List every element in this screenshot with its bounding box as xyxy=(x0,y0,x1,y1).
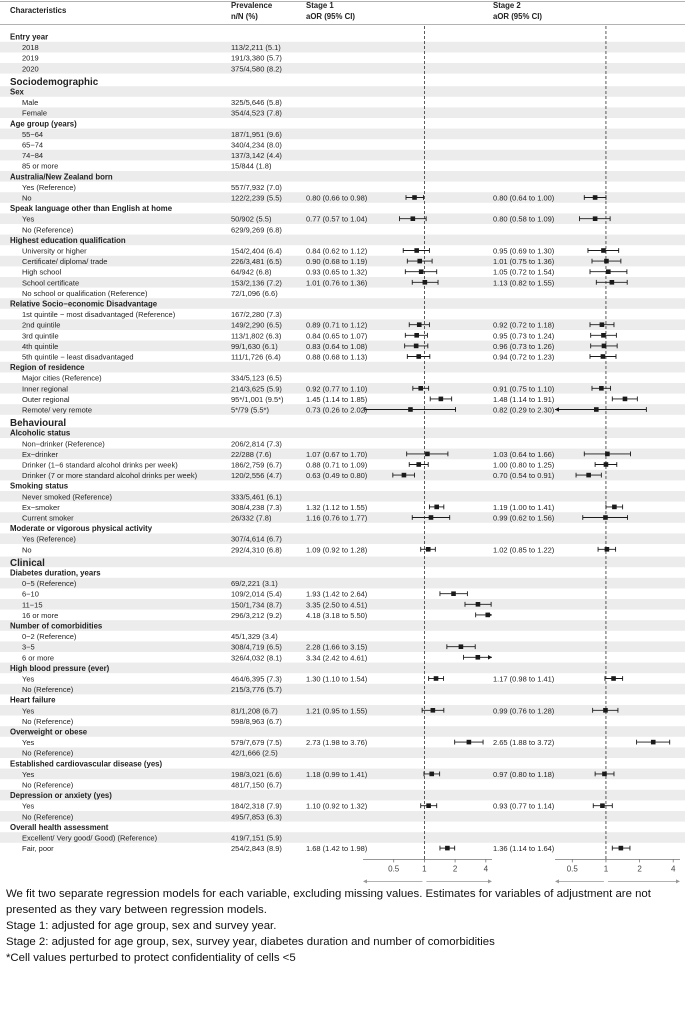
row-label: Yes xyxy=(22,801,35,811)
stage2-estimate: 1.36 (1.14 to 1.64) xyxy=(493,844,555,854)
stage1-point xyxy=(459,644,464,649)
header-stage2-estimate: aOR (95% CI) xyxy=(493,12,542,21)
row-stripe xyxy=(0,578,685,589)
stage2-estimate: 1.19 (1.00 to 1.41) xyxy=(493,502,555,512)
section-heading: Clinical xyxy=(10,557,45,569)
prevalence-value: 215/3,776 (5.7) xyxy=(231,685,282,695)
prevalence-value: 226/3,481 (6.5) xyxy=(231,257,282,267)
prevalence-value: 186/2,759 (6.7) xyxy=(231,460,282,470)
row-label: Certificate/ diploma/ trade xyxy=(22,257,108,267)
stage1-point xyxy=(414,333,419,338)
prevalence-value: 375/4,580 (8.2) xyxy=(231,64,282,74)
row-stripe xyxy=(0,86,685,97)
row-stripe xyxy=(0,362,685,373)
group-heading: Region of residence xyxy=(10,363,85,373)
header-stage2: Stage 2 xyxy=(493,1,521,10)
stage2-point xyxy=(611,676,616,681)
prevalence-value: 340/4,234 (8.0) xyxy=(231,140,282,150)
prevalence-value: 334/5,123 (6.5) xyxy=(231,373,282,383)
stage1-point xyxy=(485,613,490,618)
stage2-estimate: 1.17 (0.98 to 1.41) xyxy=(493,674,555,684)
row-stripe xyxy=(0,620,685,631)
row-label: High school xyxy=(22,267,62,277)
prevalence-value: 113/2,211 (5.1) xyxy=(231,43,281,53)
stage1-tick-label: 4 xyxy=(483,864,489,874)
prevalence-value: 292/4,310 (6.8) xyxy=(231,545,282,555)
prevalence-value: 419/7,151 (5.9) xyxy=(231,833,282,843)
group-heading: Established cardiovascular disease (yes) xyxy=(10,759,163,769)
stage1-estimate: 1.07 (0.67 to 1.70) xyxy=(306,449,368,459)
row-label: Male xyxy=(22,98,39,108)
row-label: 2018 xyxy=(22,43,39,53)
stage2-estimate: 0.94 (0.72 to 1.23) xyxy=(493,352,555,362)
row-label: 11−15 xyxy=(22,600,43,610)
row-stripe xyxy=(0,811,685,822)
group-heading: Heart failure xyxy=(10,695,56,705)
stage1-estimate: 3.35 (2.50 to 4.51) xyxy=(306,600,368,610)
stage2-arrowhead-lower xyxy=(555,879,559,883)
row-label: Ex−drinker xyxy=(22,449,59,459)
stage2-point xyxy=(594,407,599,412)
stage2-point xyxy=(603,708,608,713)
prevalence-value: 109/2,014 (5.4) xyxy=(231,589,282,599)
stage2-point xyxy=(623,397,628,402)
stage2-estimate: 0.70 (0.54 to 0.91) xyxy=(493,471,555,481)
stage2-estimate: 1.05 (0.72 to 1.54) xyxy=(493,267,555,277)
prevalence-value: 113/1,802 (6.3) xyxy=(231,331,282,341)
stage2-point xyxy=(603,515,608,520)
prevalence-value: 42/1,666 (2.5) xyxy=(231,748,278,758)
row-stripe xyxy=(0,427,685,438)
stage2-uptake-lower-label xyxy=(556,884,603,885)
section-heading: Sociodemographic xyxy=(10,76,99,88)
row-label: 2019 xyxy=(22,53,39,63)
prevalence-value: 22/288 (7.6) xyxy=(231,449,272,459)
group-heading: Sex xyxy=(10,87,24,97)
row-label: 55−64 xyxy=(22,129,44,139)
stage1-estimate: 1.45 (1.14 to 1.85) xyxy=(306,394,368,404)
group-heading: High blood pressure (ever) xyxy=(10,663,110,673)
group-heading: Overweight or obese xyxy=(10,727,88,737)
stage1-estimate: 1.18 (0.99 to 1.41) xyxy=(306,769,368,779)
stage1-estimate: 0.84 (0.65 to 1.07) xyxy=(306,331,368,341)
row-label: Yes (Reference) xyxy=(22,182,76,192)
row-label: 16 or more xyxy=(22,610,59,620)
row-label: Excellent/ Very good/ Good) (Reference) xyxy=(22,833,158,843)
row-label: No (Reference) xyxy=(22,716,74,726)
stage1-point xyxy=(426,547,431,552)
prevalence-value: 5*/79 (5.5*) xyxy=(231,405,269,415)
section-heading: Behavioural xyxy=(10,418,67,430)
stage1-estimate: 0.84 (0.62 to 1.12) xyxy=(306,246,368,256)
prevalence-value: 15/844 (1.8) xyxy=(231,161,272,171)
prevalence-value: 81/1,208 (6.7) xyxy=(231,706,278,716)
row-label: 5th quintile − least disadvantaged xyxy=(22,352,134,362)
row-label: 85 or more xyxy=(22,161,59,171)
stage1-point xyxy=(418,386,423,391)
row-stripe xyxy=(0,533,685,544)
stage1-estimate: 1.68 (1.42 to 1.98) xyxy=(306,844,368,854)
row-label: Outer regional xyxy=(22,394,70,404)
row-label: Non−drinker (Reference) xyxy=(22,439,105,449)
row-label: Inner regional xyxy=(22,384,68,394)
row-label: 65−74 xyxy=(22,140,44,150)
prevalence-value: 187/1,951 (9.6) xyxy=(231,129,282,139)
row-label: 2nd quintile xyxy=(22,320,61,330)
stage1-point xyxy=(425,452,430,457)
group-heading: Alcoholic status xyxy=(10,428,71,438)
row-label: 0−5 (Reference) xyxy=(22,579,77,589)
group-heading: Age group (years) xyxy=(10,119,77,129)
stage2-point xyxy=(604,259,609,264)
stage2-arrowhead-higher xyxy=(676,879,680,883)
row-stripe xyxy=(0,63,685,74)
header-characteristics: Characteristics xyxy=(10,6,67,15)
prevalence-value: 95*/1,001 (9.5*) xyxy=(231,394,284,404)
stage2-point xyxy=(601,333,606,338)
stage1-estimate: 4.18 (3.18 to 5.50) xyxy=(306,610,368,620)
row-stripe xyxy=(0,726,685,737)
row-label: No school or qualification (Reference) xyxy=(22,288,148,298)
stage2-estimate: 0.80 (0.58 to 1.09) xyxy=(493,214,555,224)
stage1-uptake-lower-label xyxy=(375,884,422,885)
prevalence-value: 308/4,719 (6.5) xyxy=(231,642,282,652)
prevalence-value: 307/4,614 (6.7) xyxy=(231,534,282,544)
stage2-estimate: 1.00 (0.80 to 1.25) xyxy=(493,460,555,470)
stage2-estimate: 0.93 (0.77 to 1.14) xyxy=(493,801,555,811)
stage1-point xyxy=(445,846,450,851)
row-label: 6 or more xyxy=(22,653,55,663)
prevalence-value: 72/1,096 (6.6) xyxy=(231,288,278,298)
stage1-estimate: 2.28 (1.66 to 3.15) xyxy=(306,642,368,652)
stage1-point xyxy=(476,655,481,660)
stage1-estimate: 0.93 (0.65 to 1.32) xyxy=(306,267,368,277)
row-label: No (Reference) xyxy=(22,748,74,758)
row-label: No xyxy=(22,545,32,555)
stage1-point xyxy=(431,708,436,713)
stage2-uptake-higher-label xyxy=(609,884,659,885)
group-heading: Entry year xyxy=(10,32,49,42)
stage1-point xyxy=(417,259,422,264)
row-label: 0−2 (Reference) xyxy=(22,632,77,642)
stage1-estimate: 0.63 (0.49 to 0.80) xyxy=(306,471,368,481)
group-heading: Highest education qualification xyxy=(10,235,126,245)
stage2-estimate: 0.91 (0.75 to 1.10) xyxy=(493,384,555,394)
stage1-point xyxy=(467,740,472,745)
stage1-tick-label: 1 xyxy=(422,864,427,874)
prevalence-value: 26/332 (7.8) xyxy=(231,513,272,523)
prevalence-value: 150/1,734 (8.7) xyxy=(231,600,282,610)
row-label: University or higher xyxy=(22,246,87,256)
footnote-methods: We fit two separate regression models for each variable, excluding missing values. Estimates for variables of adjustment are not presented as they vary between regression models. xyxy=(6,888,651,917)
stage1-estimate: 0.88 (0.71 to 1.09) xyxy=(306,460,368,470)
row-stripe xyxy=(0,747,685,758)
prevalence-value: 481/7,150 (6.7) xyxy=(231,780,282,790)
stage2-estimate: 0.80 (0.64 to 1.00) xyxy=(493,193,555,203)
stage2-point xyxy=(600,803,605,808)
stage1-estimate: 0.80 (0.66 to 0.98) xyxy=(306,193,368,203)
stage2-point xyxy=(602,344,607,349)
stage2-point xyxy=(604,462,609,467)
stage1-point xyxy=(426,803,431,808)
stage1-point xyxy=(414,248,419,253)
prevalence-value: 326/4,032 (8.1) xyxy=(231,653,282,663)
row-label: Fair, poor xyxy=(22,844,54,854)
prevalence-value: 579/7,679 (7.5) xyxy=(231,738,282,748)
row-label: No (Reference) xyxy=(22,225,74,235)
stage1-point xyxy=(411,216,416,221)
row-label: Yes xyxy=(22,674,35,684)
stage1-estimate: 0.90 (0.68 to 1.19) xyxy=(306,257,368,267)
row-label: Never smoked (Reference) xyxy=(22,492,113,502)
stage2-estimate: 0.92 (0.72 to 1.18) xyxy=(493,320,555,330)
stage2-point xyxy=(610,280,615,285)
footnotes xyxy=(6,886,681,966)
stage2-estimate: 2.65 (1.88 to 3.72) xyxy=(493,738,555,748)
stage2-point xyxy=(593,216,598,221)
prevalence-value: 629/9,269 (6.8) xyxy=(231,225,282,235)
group-heading: Number of comorbidities xyxy=(10,621,103,631)
row-label: No (Reference) xyxy=(22,685,74,695)
stage2-estimate: 0.97 (0.80 to 1.18) xyxy=(493,769,555,779)
row-label: 3−5 xyxy=(22,642,35,652)
prevalence-value: 254/2,843 (8.9) xyxy=(231,844,282,854)
stage2-tick-label: 4 xyxy=(670,864,676,874)
row-label: Remote/ very remote xyxy=(22,405,93,415)
stage1-point xyxy=(451,591,456,596)
stage2-point xyxy=(601,354,606,359)
stage1-estimate: 0.73 (0.26 to 2.02) xyxy=(306,405,368,415)
stage1-point xyxy=(434,505,439,510)
row-label: Yes xyxy=(22,214,35,224)
row-label: School certificate xyxy=(22,278,80,288)
prevalence-value: 50/902 (5.5) xyxy=(231,214,272,224)
stage1-point xyxy=(416,462,421,467)
prevalence-value: 354/4,523 (7.8) xyxy=(231,108,282,118)
stage2-estimate: 1.01 (0.75 to 1.36) xyxy=(493,257,555,267)
stage2-estimate: 0.96 (0.73 to 1.26) xyxy=(493,341,555,351)
prevalence-value: 137/3,142 (4.4) xyxy=(231,151,282,161)
row-stripe xyxy=(0,684,685,695)
footnote-confidentiality: *Cell values perturbed to protect confidentiality of cells <5 xyxy=(6,952,296,965)
stage2-point xyxy=(601,248,606,253)
stage1-point xyxy=(414,344,419,349)
header-prevalence-unit: n/N (%) xyxy=(231,12,258,21)
stage1-estimate: 1.32 (1.12 to 1.55) xyxy=(306,502,368,512)
prevalence-value: 191/3,380 (5.7) xyxy=(231,53,282,63)
stage1-point xyxy=(429,772,434,777)
row-label: Yes xyxy=(22,706,35,716)
stage1-estimate: 0.89 (0.71 to 1.12) xyxy=(306,320,368,330)
prevalence-value: 184/2,318 (7.9) xyxy=(231,801,282,811)
row-label: No xyxy=(22,193,32,203)
stage1-estimate: 2.73 (1.98 to 3.76) xyxy=(306,738,368,748)
row-label: Yes xyxy=(22,769,35,779)
stage1-arrowhead-lower xyxy=(363,879,367,883)
stage1-estimate: 1.01 (0.76 to 1.36) xyxy=(306,278,368,288)
stage1-point xyxy=(434,676,439,681)
stage2-point xyxy=(651,740,656,745)
stage1-point xyxy=(423,280,428,285)
stage2-tick-label: 0.5 xyxy=(566,864,578,874)
group-heading: Moderate or vigorous physical activity xyxy=(10,524,153,534)
stage2-estimate: 0.99 (0.76 to 1.28) xyxy=(493,706,555,716)
prevalence-value: 308/4,238 (7.3) xyxy=(231,502,282,512)
row-label: 6−10 xyxy=(22,589,39,599)
prevalence-value: 206/2,814 (7.3) xyxy=(231,439,282,449)
prevalence-value: 122/2,239 (5.5) xyxy=(231,193,282,203)
stage2-point xyxy=(586,473,591,478)
stage2-estimate: 0.95 (0.73 to 1.24) xyxy=(493,331,555,341)
prevalence-value: 69/2,221 (3.1) xyxy=(231,579,278,589)
prevalence-value: 598/8,963 (6.7) xyxy=(231,716,282,726)
row-label: 74−84 xyxy=(22,151,44,161)
stage1-estimate: 0.83 (0.64 to 1.08) xyxy=(306,341,368,351)
header-stage1-estimate: aOR (95% CI) xyxy=(306,12,355,21)
stage2-estimate: 0.99 (0.62 to 1.56) xyxy=(493,513,555,523)
prevalence-value: 45/1,329 (3.4) xyxy=(231,632,278,642)
footnote-stage1: Stage 1: adjusted for age group, sex and survey year. xyxy=(6,920,277,933)
footnote-stage2: Stage 2: adjusted for age group, sex, survey year, diabetes duration and number of comorbidities xyxy=(6,936,495,949)
group-heading: Depression or anxiety (yes) xyxy=(10,791,112,801)
stage2-tick-label: 2 xyxy=(637,864,642,874)
stage1-point xyxy=(402,473,407,478)
prevalence-value: 154/2,404 (6.4) xyxy=(231,246,282,256)
stage1-estimate: 1.21 (0.95 to 1.55) xyxy=(306,706,368,716)
stage1-estimate: 1.30 (1.10 to 1.54) xyxy=(306,674,368,684)
stage2-point xyxy=(593,195,598,200)
prevalence-value: 557/7,932 (7.0) xyxy=(231,182,282,192)
stage2-point xyxy=(619,846,624,851)
prevalence-value: 111/1,726 (6.4) xyxy=(231,352,281,362)
stage2-tick-label: 1 xyxy=(603,864,609,874)
row-stripe xyxy=(0,42,685,53)
row-label: No (Reference) xyxy=(22,780,74,790)
row-stripe xyxy=(0,557,685,568)
prevalence-value: 167/2,280 (7.3) xyxy=(231,310,282,320)
group-heading: Speak language other than English at home xyxy=(10,204,173,214)
stage1-estimate: 0.92 (0.77 to 1.10) xyxy=(306,384,368,394)
row-label: Ex−smoker xyxy=(22,502,60,512)
stage1-tick-label: 2 xyxy=(452,864,458,874)
stage1-point xyxy=(439,397,444,402)
group-heading: Overall health assessment xyxy=(10,822,109,832)
prevalence-value: 153/2,136 (7.2) xyxy=(231,278,282,288)
row-label: Major cities (Reference) xyxy=(22,373,102,383)
row-stripe xyxy=(0,150,685,161)
stage1-point xyxy=(408,407,413,412)
stage2-estimate: 1.03 (0.64 to 1.66) xyxy=(493,449,555,459)
stage1-point xyxy=(476,602,481,607)
row-label: 1st quintile − most disadvantaged (Reference) xyxy=(22,310,176,320)
stage2-point xyxy=(606,269,611,274)
stage2-estimate: 0.82 (0.29 to 2.30) xyxy=(493,405,555,415)
prevalence-value: 464/6,395 (7.3) xyxy=(231,674,282,684)
stage1-point xyxy=(416,354,421,359)
group-heading: Smoking status xyxy=(10,481,69,491)
prevalence-value: 296/3,212 (9.2) xyxy=(231,610,282,620)
header-prevalence: Prevalence xyxy=(231,1,273,10)
prevalence-value: 149/2,290 (6.5) xyxy=(231,320,282,330)
stage1-tick-label: 0.5 xyxy=(388,864,400,874)
stage2-point xyxy=(605,547,610,552)
stage1-estimate: 1.93 (1.42 to 2.64) xyxy=(306,589,368,599)
row-label: Yes (Reference) xyxy=(22,534,76,544)
stage1-estimate: 1.09 (0.92 to 1.28) xyxy=(306,545,368,555)
row-label: 4th quintile xyxy=(22,341,59,351)
stage1-ci-arrow xyxy=(488,655,492,660)
prevalence-value: 64/942 (6.8) xyxy=(231,267,272,277)
stage2-estimate: 1.13 (0.82 to 1.55) xyxy=(493,278,555,288)
row-label: Current smoker xyxy=(22,513,74,523)
group-heading: Australia/New Zealand born xyxy=(10,172,113,182)
row-label: 3rd quintile xyxy=(22,331,59,341)
stage2-point xyxy=(602,772,607,777)
stage1-estimate: 0.77 (0.57 to 1.04) xyxy=(306,214,368,224)
prevalence-value: 214/3,625 (5.9) xyxy=(231,384,282,394)
stage2-point xyxy=(605,452,610,457)
prevalence-value: 495/7,853 (6.3) xyxy=(231,812,282,822)
row-stripe xyxy=(0,129,685,140)
row-label: No (Reference) xyxy=(22,812,74,822)
stage1-point xyxy=(412,195,417,200)
prevalence-value: 120/2,556 (4.7) xyxy=(231,471,282,481)
stage1-point xyxy=(417,322,422,327)
stage2-estimate: 1.02 (0.85 to 1.22) xyxy=(493,545,555,555)
stage2-estimate: 0.95 (0.69 to 1.30) xyxy=(493,246,555,256)
prevalence-value: 198/3,021 (6.6) xyxy=(231,769,282,779)
group-heading: Diabetes duration, years xyxy=(10,568,101,578)
stage2-point xyxy=(599,386,604,391)
stage2-point xyxy=(600,322,605,327)
row-label: Female xyxy=(22,108,48,118)
row-stripe xyxy=(0,107,685,118)
group-heading: Relative Socio−economic Disadvantage xyxy=(10,299,158,309)
stage2-point xyxy=(612,505,617,510)
prevalence-value: 325/5,646 (5.8) xyxy=(231,98,282,108)
row-label: Drinker (7 or more standard alcohol drinks per week) xyxy=(22,471,198,481)
row-label: Drinker (1−6 standard alcohol drinks per week) xyxy=(22,460,178,470)
stage2-estimate: 1.48 (1.14 to 1.91) xyxy=(493,394,555,404)
stage1-point xyxy=(429,515,434,520)
stage1-uptake-higher-label xyxy=(427,884,477,885)
stage1-estimate: 0.88 (0.68 to 1.13) xyxy=(306,352,368,362)
stage1-point xyxy=(419,269,424,274)
prevalence-value: 99/1,630 (6.1) xyxy=(231,341,278,351)
row-label: Yes xyxy=(22,738,35,748)
prevalence-value: 333/5,461 (6.1) xyxy=(231,492,282,502)
stage1-estimate: 1.10 (0.92 to 1.32) xyxy=(306,801,368,811)
stage1-estimate: 3.34 (2.42 to 4.61) xyxy=(306,653,368,663)
stage1-estimate: 1.16 (0.76 to 1.77) xyxy=(306,513,368,523)
row-label: 2020 xyxy=(22,64,39,74)
header-stage1: Stage 1 xyxy=(306,1,334,10)
stage1-arrowhead-higher xyxy=(488,879,492,883)
